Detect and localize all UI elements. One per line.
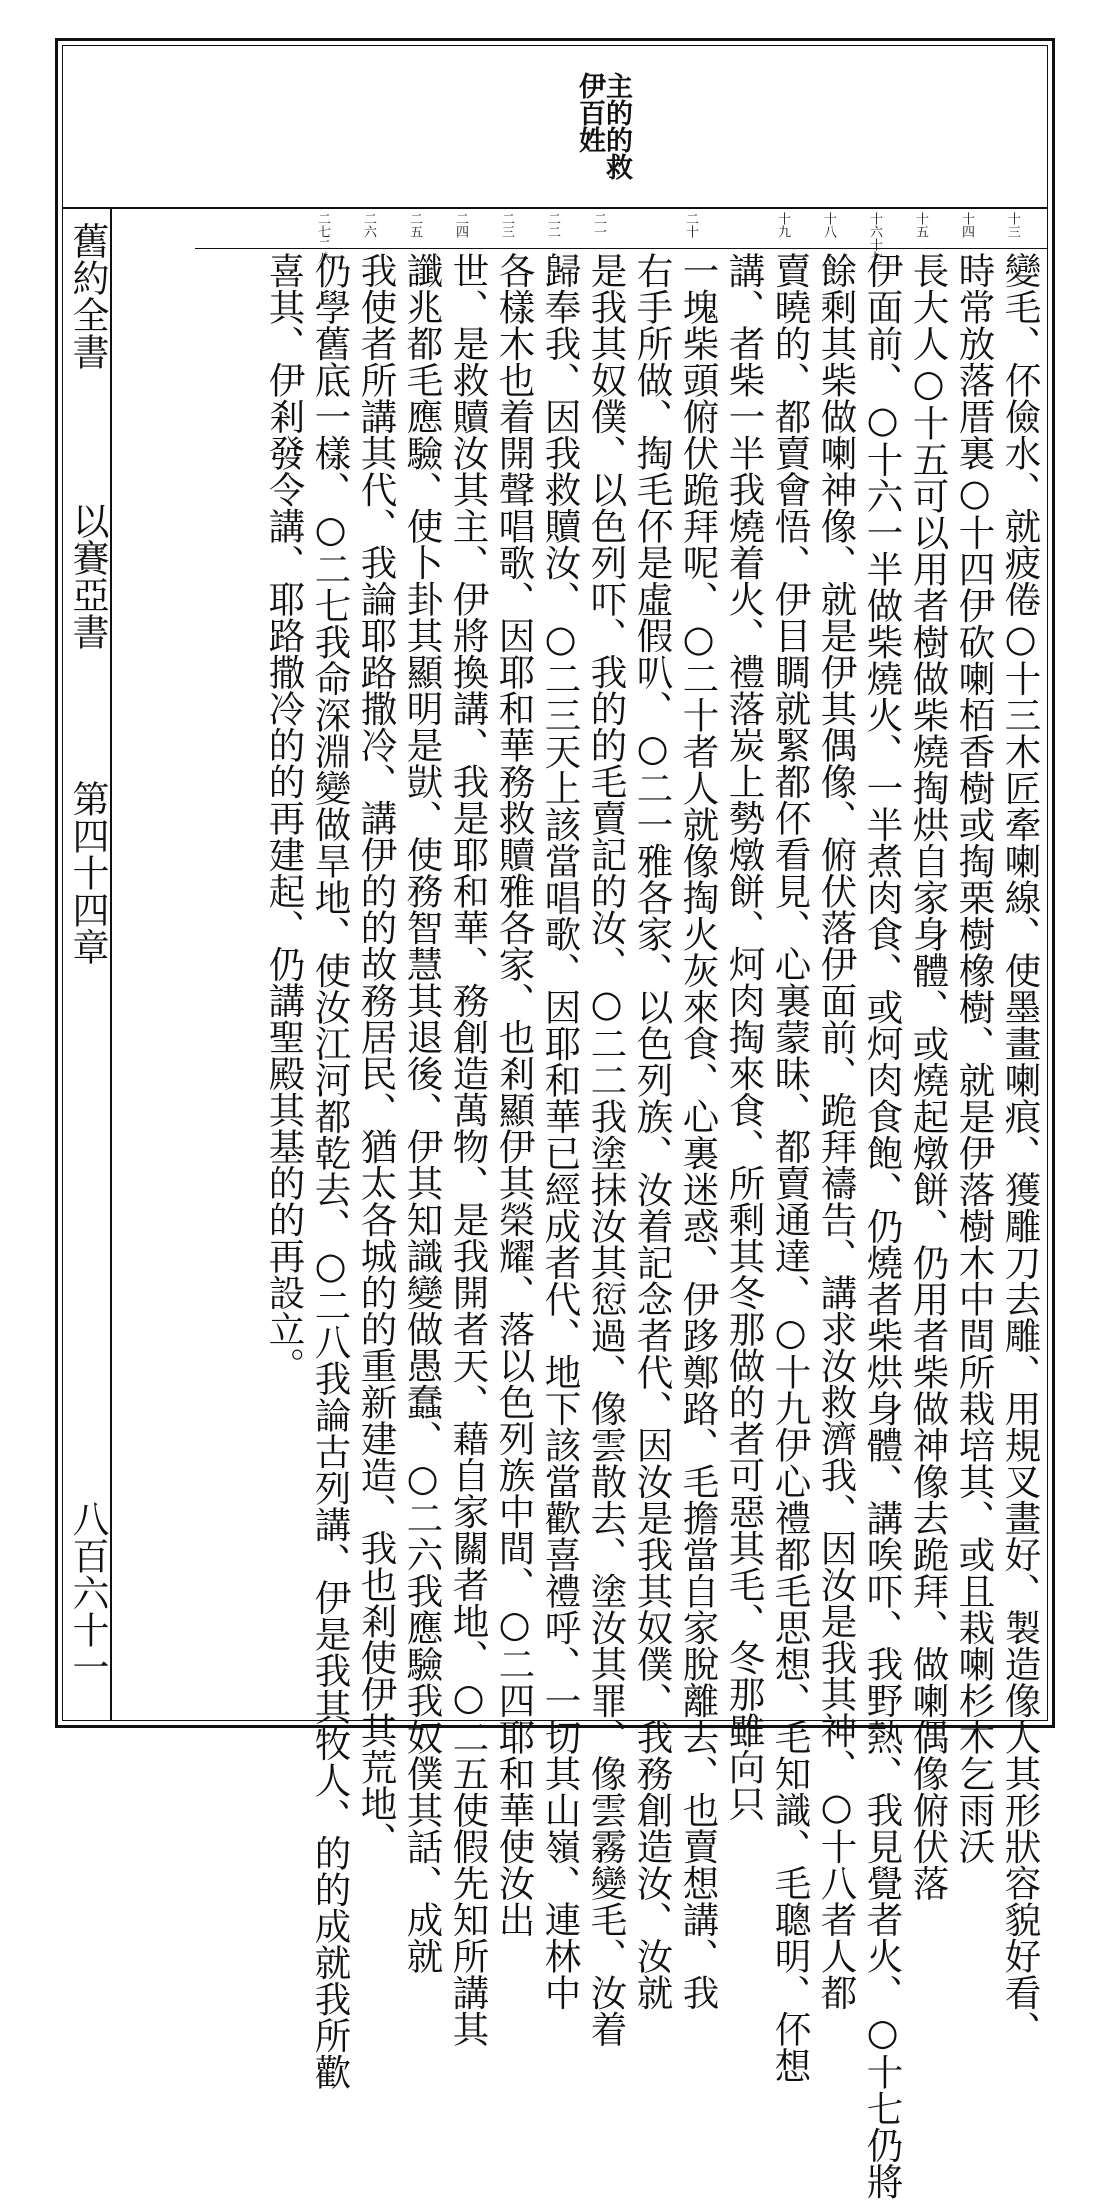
- verse-number: 二二: [545, 212, 560, 238]
- verse-number: 十四: [959, 212, 974, 238]
- text-column: 餘剩其柴做喇神像、就是伊其偶像、俯伏落伊面前、跪拜禱告、講求汝救濟我、因汝是我其神、○十八者人都: [815, 252, 858, 2011]
- part-title: 以賽亞書: [66, 502, 109, 650]
- text-column: 我使者所講其代、我論耶路撒冷、講伊的的故務居民、猶太各城的的重新建造、我也剎使伊其荒地、: [355, 252, 398, 1858]
- header-divider: [62, 207, 1048, 209]
- page-number: 八百六十一: [66, 1500, 109, 1685]
- chapter-title: 第四十四章: [66, 780, 109, 965]
- text-column: 各樣木也着開聲唱歌、因耶和華務救贖雅各家、也剎顯伊其榮耀、落以色列族中間、○二四耶和華使汝出: [493, 252, 536, 1938]
- text-column: 賣曉的、都賣會悟、伊目睭就緊都伓看見、心裏蒙昧、都賣通達、○十九伊心禮都毛思想、毛知識、毛聰明、伓想: [769, 252, 812, 2084]
- text-column: 伊面前、○十六一半做柴燒火、一半煮肉食、或炣肉食飽、仍燒者柴烘身體、講唉吓、我野熱、我見覺者火、○十七仍將: [861, 252, 904, 2200]
- heading-line-1: 主的的救: [601, 72, 632, 180]
- text-column: 是我其奴僕、以色列吓、我的的毛賣記的汝、○二二我塗抹汝其愆過、像雲散去、塗汝其罪、像雲霧變毛、汝着: [585, 252, 628, 2047]
- sidebar: [63, 210, 109, 1710]
- verse-number: 二三: [499, 212, 514, 238]
- verse-number: 十八: [821, 212, 836, 238]
- verse-number: 二一: [591, 212, 606, 238]
- text-column: 一塊柴頭俯伏跪拜呢、○二十者人就像掏火灰來食、心裏迷惑、伊跢鄭路、毛擔當自家脫離去、也賣想講、我: [677, 252, 720, 2011]
- text-column: 長大人○十五可以用者樹做柴燒掏烘自家身體、或燒起燉餅、仍用者柴做神像去跪拜、做喇偶像俯伏落: [907, 252, 950, 1901]
- sidebar-divider: [110, 207, 112, 1721]
- verse-number: 二六: [361, 212, 376, 238]
- text-column: 仍學舊底一樣、○二七我命深淵變做旱地、使汝江河都乾去、○二八我論古列講、伊是我其牧人、的的成就我所歡: [309, 252, 352, 2090]
- verse-number: 二十: [683, 212, 698, 238]
- book-title: 舊約全書: [66, 222, 109, 370]
- verse-number: 二五: [407, 212, 422, 238]
- text-column: 時常放落厝裏○十四伊砍喇栢香樹或掏栗樹橡樹、就是伊落樹木中間所栽培其、或且栽喇杉木乞雨沃: [953, 252, 996, 1865]
- verse-number: 二四: [453, 212, 468, 238]
- text-column: 變毛、伓儉水、就疲倦○十三木匠牽喇線、使墨畫喇痕、獲雕刀去雕、用規叉畫好、製造像人其形狀容貌好看、: [999, 252, 1042, 2047]
- text-column: 講、者柴一半我燒着火、禮落炭上勢燉餅、炣肉掏來食、所剩其冬那做的者可惡其毛、冬那雖向只: [723, 252, 766, 1822]
- verse-number: 十九: [775, 212, 790, 238]
- heading-line-2: 伊百姓: [574, 72, 605, 153]
- section-heading: [562, 72, 642, 202]
- verse-number: 十三: [1005, 212, 1020, 238]
- text-column: 喜其、伊剎發令講、耶路撒冷的的再建起、仍講聖殿其基的的再設立。: [263, 252, 306, 1384]
- text-column: 歸奉我、因我救贖汝、○二三天上該當唱歌、因耶和華已經成者代、地下該當歡喜禮呼、一切其山嶺、連林中: [539, 252, 582, 2011]
- text-column: 讖兆都毛應驗、使卜卦其顯明是獃、使務智慧其退後、伊其知識變做愚蠢、○二六我應驗我奴僕其話、成就: [401, 252, 444, 1974]
- verse-number: 十五: [913, 212, 928, 238]
- text-column: 世、是救贖汝其主、伊將換講、我是耶和華、務創造萬物、是我開者天、藉自家關者地、○二五使假先知所講其: [447, 252, 490, 2047]
- verse-number: 二七二八: [315, 212, 330, 264]
- text-column: 右手所做、掏毛伓是虛假叭、○二一雅各家、以色列族、汝着記念者代、因汝是我其奴僕、我務創造汝、汝就: [631, 252, 674, 2011]
- verse-number: 十六十七: [867, 212, 882, 264]
